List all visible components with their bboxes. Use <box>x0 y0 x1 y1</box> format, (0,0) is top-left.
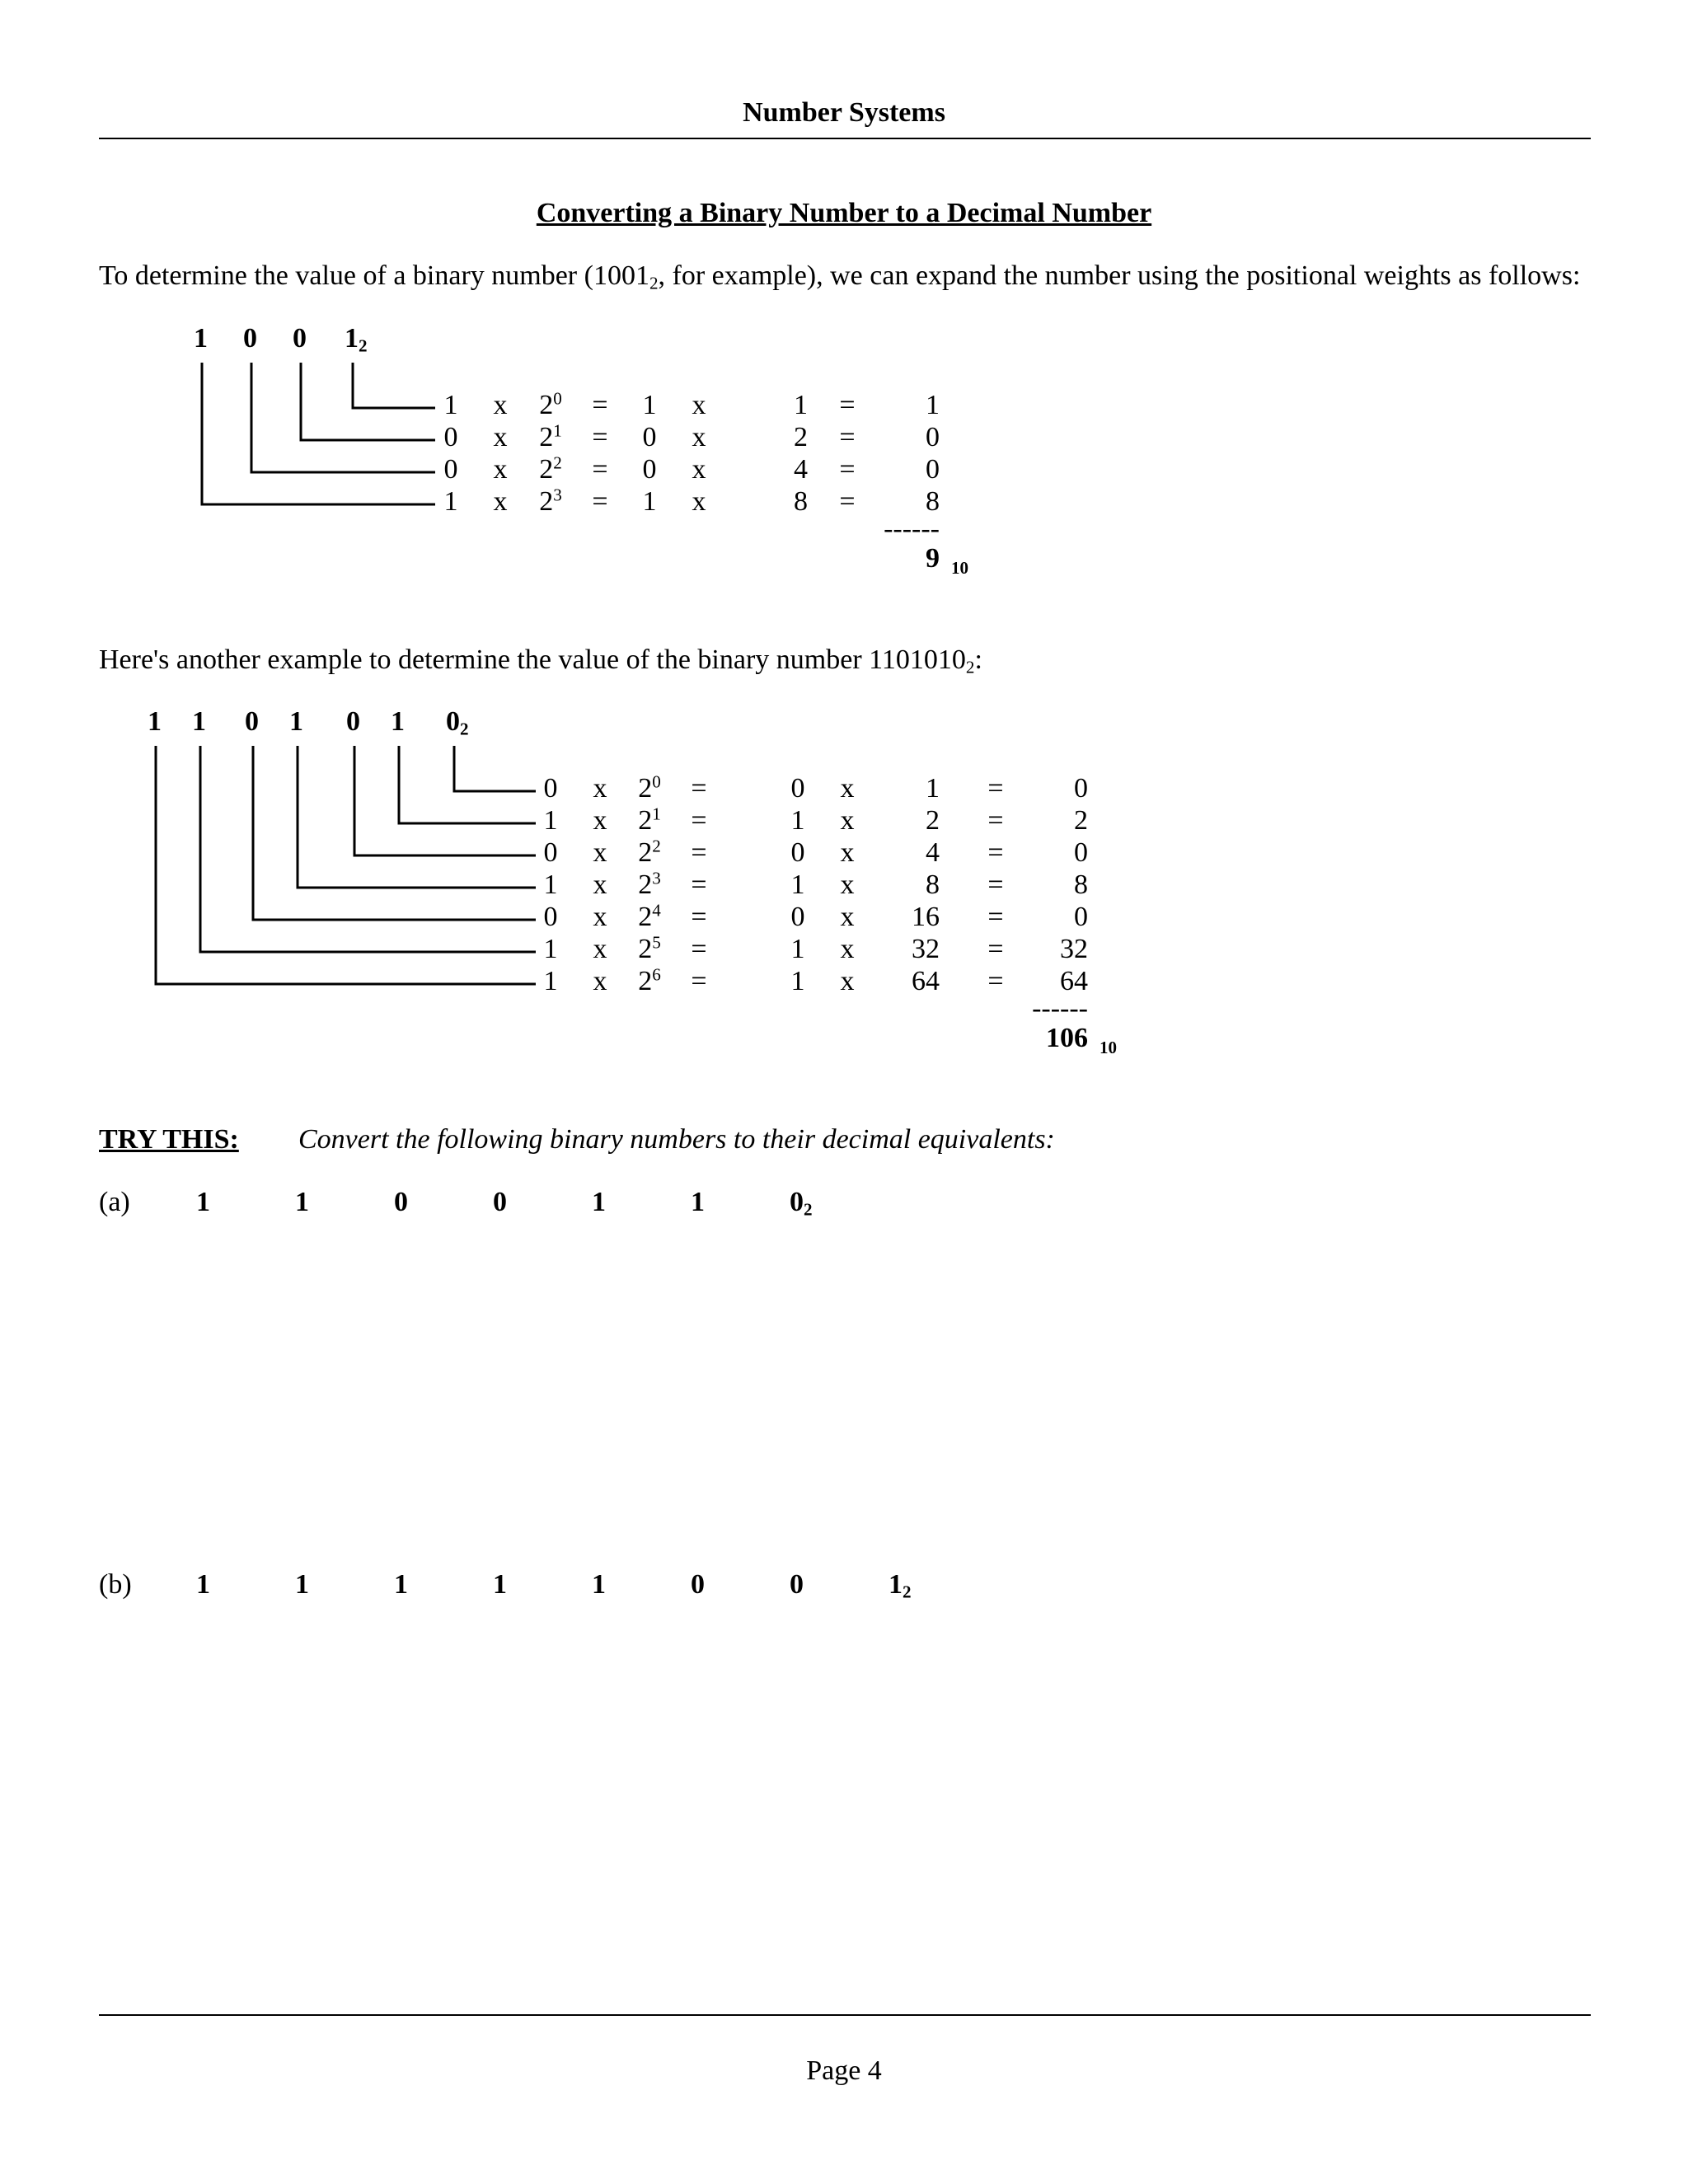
expansion-d: 0 <box>543 837 558 868</box>
expansion-eq2: = <box>987 773 1004 804</box>
expansion-d2: 1 <box>642 390 657 420</box>
expansion-x2: x <box>840 869 855 900</box>
expansion-d: 1 <box>443 390 458 420</box>
expansion-d2: 0 <box>790 773 805 804</box>
exercise-digit: 1 <box>592 1187 606 1217</box>
expansion-eq2: = <box>987 805 1004 836</box>
expansion-exponent: 1 <box>652 804 661 824</box>
exercise-digit: 1 <box>196 1569 210 1600</box>
expansion-d: 0 <box>543 773 558 804</box>
exercise-digit: 0 <box>394 1187 408 1217</box>
footer-rule <box>99 2014 1591 2016</box>
connector-line <box>298 746 536 888</box>
expansion-x2: x <box>840 902 855 932</box>
expansion-x: x <box>593 869 607 900</box>
expansion-x: x <box>593 805 607 836</box>
expansion-eq2: = <box>839 486 856 517</box>
exercise-digit: 1 <box>691 1187 705 1217</box>
expansion-x2: x <box>840 773 855 804</box>
exercise-base-subscript: 2 <box>804 1199 813 1220</box>
expansion-eq: = <box>592 454 608 485</box>
exercise-digit: $0_2$ <box>790 1187 813 1220</box>
expansion-d2: 0 <box>642 454 657 485</box>
expansion-weight: 8 <box>794 486 808 517</box>
expansion-result: 8 <box>926 486 940 517</box>
expansion-exponent: 4 <box>652 900 661 921</box>
binary-base-subscript: 2 <box>460 719 469 739</box>
expansion-weight: 64 <box>912 966 940 996</box>
expansion-exponent: 3 <box>652 868 661 888</box>
expansion-eq: = <box>691 773 707 804</box>
expansion-eq: = <box>691 869 707 900</box>
expansion-eq: = <box>691 902 707 932</box>
exercise-digit: 1 <box>493 1569 507 1600</box>
expansion-eq2: = <box>987 837 1004 868</box>
page-header-title: Number Systems <box>743 97 945 128</box>
expansion-x2: x <box>692 486 706 517</box>
expansion-eq2: = <box>987 966 1004 996</box>
expansion-d: 1 <box>543 934 558 964</box>
expansion-weight: 4 <box>926 837 940 868</box>
binary-digit: 1 <box>148 706 162 737</box>
exercise-label: (a) <box>99 1187 130 1217</box>
expansion-b: $2^2$ <box>638 836 661 868</box>
expansion-d: 1 <box>543 966 558 996</box>
expansion-b: $2^1$ <box>638 804 661 836</box>
expansion-d: 1 <box>443 486 458 517</box>
expansion-exponent: 1 <box>553 420 562 441</box>
expansion-eq: = <box>691 966 707 996</box>
expansion-result: 64 <box>1060 966 1088 996</box>
expansion-x: x <box>593 773 607 804</box>
binary-digit: 0 <box>346 706 360 737</box>
intro-text-after: , for example), we can expand the number using the positional weights as follows: <box>658 260 1581 291</box>
binary-digit: 1 <box>194 323 208 354</box>
exercise-digit: 1 <box>592 1569 606 1600</box>
expansion-b: $2^5$ <box>638 932 661 964</box>
expansion-x: x <box>593 837 607 868</box>
binary-digit: $0_2$ <box>446 706 469 739</box>
expansion-eq: = <box>691 837 707 868</box>
expansion-weight: 4 <box>794 454 808 485</box>
binary-digit: 1 <box>289 706 303 737</box>
connector-line <box>354 746 536 855</box>
expansion-weight: 16 <box>912 902 940 932</box>
section-title: Converting a Binary Number to a Decimal Number <box>536 198 1152 228</box>
connector-line <box>454 746 536 791</box>
expansion-eq: = <box>691 805 707 836</box>
expansion-result: 1 <box>926 390 940 420</box>
expansion-x: x <box>593 934 607 964</box>
expansion-x2: x <box>692 454 706 485</box>
expansion-result: 0 <box>1074 902 1088 932</box>
expansion-x2: x <box>840 934 855 964</box>
expansion-result: 0 <box>926 454 940 485</box>
exercise-digit: 1 <box>295 1569 309 1600</box>
exercise-digit: 0 <box>790 1569 804 1600</box>
exercise-digit: 1 <box>394 1569 408 1600</box>
try-this-label: TRY THIS: <box>99 1124 239 1155</box>
connector-line <box>253 746 536 920</box>
expansion-d2: 1 <box>790 805 805 836</box>
binary-digit: $1_2$ <box>345 323 368 356</box>
expansion-result: 0 <box>1074 837 1088 868</box>
expansion-weight: 1 <box>926 773 940 804</box>
expansion-d2: 0 <box>790 837 805 868</box>
binary-digit: 1 <box>391 706 405 737</box>
expansion-d2: 0 <box>642 422 657 452</box>
intro-subscript: 2 <box>649 273 659 293</box>
expansion-eq2: = <box>839 390 856 420</box>
expansion-weight: 1 <box>794 390 808 420</box>
exercise-digit: $1_2$ <box>889 1569 912 1602</box>
exercise-digit: 1 <box>295 1187 309 1217</box>
expansion-x2: x <box>840 966 855 996</box>
expansion-x2: x <box>692 422 706 452</box>
expansion-x: x <box>593 902 607 932</box>
expansion-weight: 2 <box>926 805 940 836</box>
expansion-d2: 1 <box>642 486 657 517</box>
expansion-exponent: 2 <box>652 836 661 856</box>
exercise-label: (b) <box>99 1569 132 1600</box>
connector-line <box>399 746 536 823</box>
expansion-exponent: 5 <box>652 932 661 953</box>
expansion-eq: = <box>592 486 608 517</box>
expansion-result: 32 <box>1060 934 1088 964</box>
expansion-result: 8 <box>1074 869 1088 900</box>
expansion-x: x <box>493 454 508 485</box>
expansion-weight: 2 <box>794 422 808 452</box>
expansion-x: x <box>493 486 508 517</box>
expansion-x: x <box>593 966 607 996</box>
expansion-x: x <box>493 422 508 452</box>
expansion-b: $2^2$ <box>539 452 562 485</box>
expansion-exponent: 0 <box>553 388 562 409</box>
expansion-d: 0 <box>543 902 558 932</box>
expansion-exponent: 0 <box>652 771 661 792</box>
exercise-base-subscript: 2 <box>903 1582 912 1602</box>
expansion-d2: 0 <box>790 902 805 932</box>
expansion-x: x <box>493 390 508 420</box>
expansion-exponent: 6 <box>652 964 661 985</box>
expansion-eq: = <box>592 390 608 420</box>
expansion-d: 1 <box>543 805 558 836</box>
expansion-eq2: = <box>839 422 856 452</box>
sum-total-base: 10 <box>1100 1038 1117 1057</box>
binary-digit: 0 <box>243 323 257 354</box>
expansion-x2: x <box>840 837 855 868</box>
binary-base-subscript: 2 <box>359 335 368 356</box>
page-number: Page 4 <box>806 2055 882 2086</box>
expansion-result: 0 <box>926 422 940 452</box>
connector-line <box>156 746 536 984</box>
expansion-exponent: 3 <box>553 485 562 505</box>
expansion-result: 2 <box>1074 805 1088 836</box>
expansion-d: 0 <box>443 422 458 452</box>
sum-total: 106 <box>1046 1023 1088 1053</box>
binary-digit: 0 <box>293 323 307 354</box>
expansion-result: 0 <box>1074 773 1088 804</box>
example2-intro-after: : <box>974 644 982 675</box>
expansion-b: $2^4$ <box>638 900 661 932</box>
expansion-b: $2^0$ <box>539 388 562 420</box>
example2-intro-subscript: 2 <box>965 657 975 677</box>
intro-text-before: To determine the value of a binary number (1001 <box>99 260 649 291</box>
expansion-d2: 1 <box>790 966 805 996</box>
expansion-b: $2^1$ <box>539 420 562 452</box>
exercise-digit: 0 <box>691 1569 705 1600</box>
example2-intro-before: Here's another example to determine the value of the binary number 1101010 <box>99 644 966 675</box>
expansion-eq2: = <box>987 934 1004 964</box>
expansion-eq: = <box>691 934 707 964</box>
expansion-eq2: = <box>987 902 1004 932</box>
expansion-eq2: = <box>987 869 1004 900</box>
binary-digit: 1 <box>192 706 206 737</box>
sum-total-base: 10 <box>951 558 968 578</box>
expansion-b: $2^3$ <box>638 868 661 900</box>
exercise-digit: 0 <box>493 1187 507 1217</box>
expansion-b: $2^0$ <box>638 771 661 804</box>
binary-digit: 0 <box>245 706 259 737</box>
try-this-instruction: Convert the following binary numbers to their decimal equivalents: <box>298 1124 1055 1155</box>
expansion-weight: 32 <box>912 934 940 964</box>
expansion-x2: x <box>840 805 855 836</box>
expansion-eq2: = <box>839 454 856 485</box>
sum-separator: ------ <box>1032 993 1088 1024</box>
expansion-b: $2^6$ <box>638 964 661 996</box>
sum-total: 9 <box>926 543 940 574</box>
expansion-exponent: 2 <box>553 452 562 473</box>
sum-separator: ------ <box>884 513 940 544</box>
expansion-weight: 8 <box>926 869 940 900</box>
expansion-x2: x <box>692 390 706 420</box>
expansion-b: $2^3$ <box>539 485 562 517</box>
expansion-d: 1 <box>543 869 558 900</box>
expansion-d2: 1 <box>790 869 805 900</box>
exercise-digit: 1 <box>196 1187 210 1217</box>
expansion-d2: 1 <box>790 934 805 964</box>
expansion-eq: = <box>592 422 608 452</box>
expansion-d: 0 <box>443 454 458 485</box>
